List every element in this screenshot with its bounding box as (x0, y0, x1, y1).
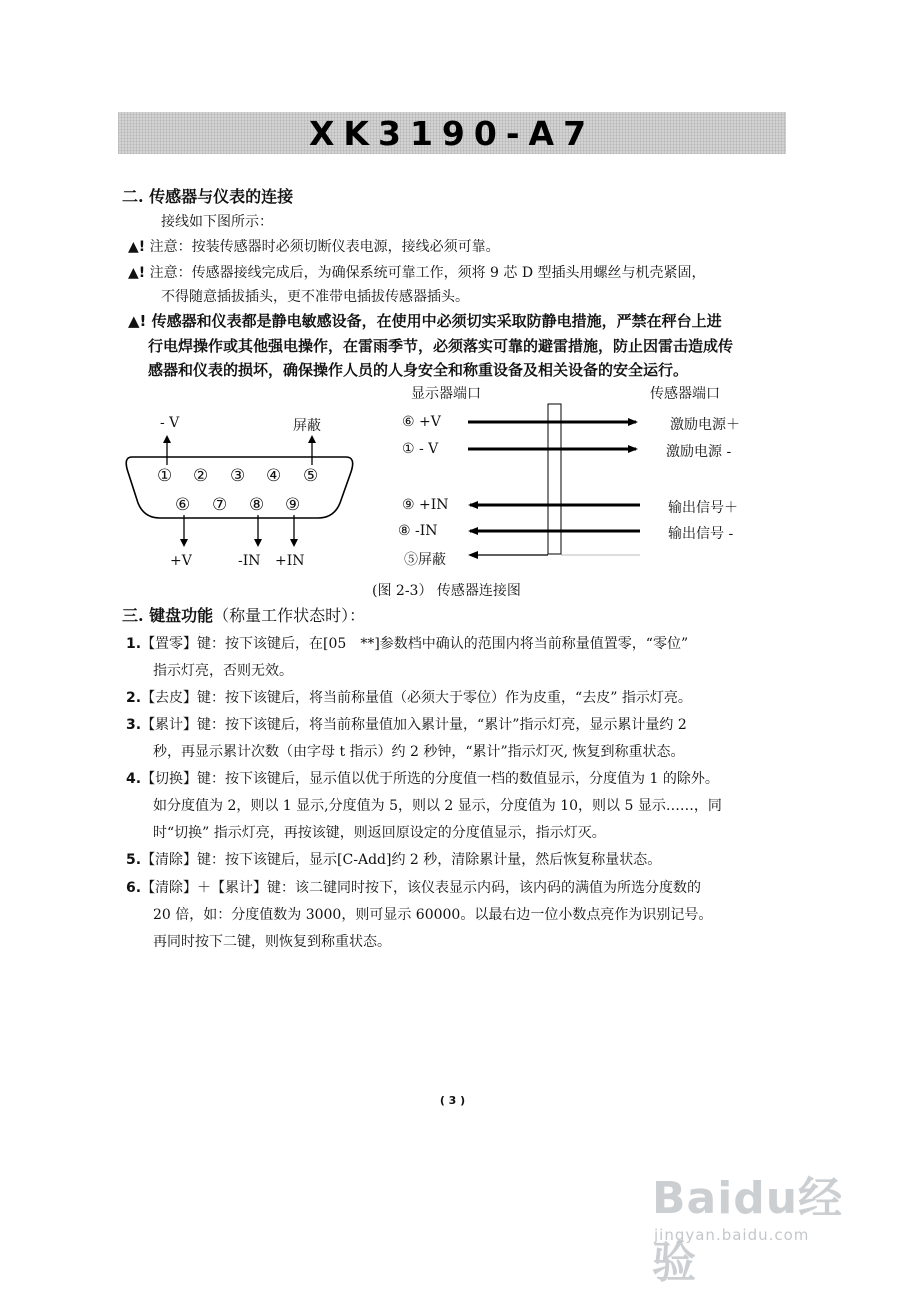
item-line: 【累计】键：按下该键后，将当前称量值加入累计量，“累计”指示灯亮，显示累计量约 2 (141, 717, 687, 733)
warning-icon: ▲! (128, 265, 146, 281)
warning-icon: ▲! (128, 312, 147, 330)
wiring-left-label: ⑨ +IN (402, 497, 449, 513)
item-line: 【置零】键：按下该键后，在[05 **]参数档中确认的范围内将当前称量值置零，“零位” (141, 636, 689, 652)
pin-8: ⑧ (249, 495, 265, 515)
section3-heading-suffix: （称量工作状态时）： (213, 606, 366, 625)
note-2-line1: 注意：传感器接线完成后，为确保系统可靠工作，须将 9 芯 D 型插头用螺丝与机壳紧固， (149, 265, 706, 281)
item-line: 秒，再显示累计次数（由字母 t 指示）约 2 秒钟，“累计”指示灯灭, 恢复到称重状态。 (153, 744, 685, 760)
section2-heading: 二. 传感器与仪表的连接 (122, 187, 294, 206)
note-3-line2: 行电焊操作或其他强电操作，在雷雨季节，必须落实可靠的避雷措施，防止因雷击造成传 (148, 337, 734, 355)
item-line: 【切换】键：按下该键后，显示值以优于所选的分度值一档的数值显示，分度值为 1 的除外。 (141, 771, 719, 787)
figure-caption: (图 2-3） 传感器连接图 (372, 583, 521, 599)
list-item (126, 878, 701, 898)
list-item (126, 634, 688, 654)
pin-7: ⑦ (212, 495, 228, 515)
item-number: 1. (126, 636, 142, 652)
pin-1: ① (157, 466, 173, 486)
label-minus-in: -IN (238, 553, 261, 569)
item-line: 如分度值为 2，则以 1 显示,分度值为 5，则以 2 显示，分度值为 10，则以 5 显示……，同 (153, 798, 722, 814)
note-1-text: 注意：按装传感器时必须切断仪表电源，接线必须可靠。 (149, 239, 500, 255)
item-number: 6. (126, 880, 142, 896)
item-line: 【去皮】键：按下该键后，将当前称量值（必须大于零位）作为皮重，“去皮” 指示灯亮。 (141, 690, 692, 706)
wiring-right-label: 输出信号 - (668, 526, 734, 542)
baidu-watermark (648, 1158, 880, 1288)
item-line: 再同时按下二键，则恢复到称重状态。 (153, 934, 391, 950)
item-number: 4. (126, 771, 142, 787)
item-line: 【清除】＋【累计】键：该二键同时按下，该仪表显示内码，该内码的满值为所选分度数的 (141, 880, 702, 896)
watermark-url: jingyan.baidu.com (654, 1226, 810, 1244)
note-3-line1: 传感器和仪表都是静电敏感设备，在使用中必须切实采取防静电措施，严禁在秤台上进 (151, 312, 722, 330)
wiring-left-label: ⑧ -IN (398, 523, 438, 539)
wiring-left-label: ① - V (402, 441, 439, 457)
page-title: XK3190-A7 (308, 113, 596, 153)
section3-heading-text: 三. 键盘功能 (122, 606, 214, 625)
note-2-line2: 不得随意插拔插头，更不准带电插拔传感器插头。 (161, 289, 469, 305)
page-number: ( 3 ) (439, 1094, 466, 1107)
section2-intro: 接线如下图所示： (161, 214, 273, 230)
item-line: 指示灯亮，否则无效。 (153, 663, 293, 679)
item-line: 20 倍，如：分度值数为 3000，则可显示 60000。以最右边一位小数点亮作为识别记号。 (153, 907, 713, 923)
pin-6: ⑥ (175, 495, 191, 515)
pin-4: ④ (266, 466, 282, 486)
wiring-right-label: 输出信号＋ (668, 500, 738, 516)
list-item (126, 688, 692, 708)
list-item (126, 715, 687, 735)
item-number: 2. (126, 690, 142, 706)
list-item (126, 850, 661, 870)
label-minus-v: - V (160, 415, 180, 431)
label-shield: 屏蔽 (293, 418, 321, 434)
wiring-right-label: 激励电源＋ (670, 417, 740, 433)
wiring-right-label: 激励电源 - (666, 444, 732, 460)
note-3-line3: 感器和仪表的损坏，确保操作人员的人身安全和称重设备及相关设备的安全运行。 (148, 361, 689, 379)
item-number: 3. (126, 717, 142, 733)
warning-icon: ▲! (128, 239, 146, 255)
watermark-logo: Baidu经验 (652, 1173, 844, 1288)
wiring-header-left: 显示器端口 (411, 386, 481, 402)
wiring-header-right: 传感器端口 (650, 386, 720, 402)
pin-2: ② (193, 466, 209, 486)
list-item (126, 769, 719, 789)
label-plus-in: +IN (275, 553, 305, 569)
wiring-left-label: ⑥ +V (402, 414, 441, 430)
pin-9: ⑨ (285, 495, 301, 515)
item-number: 5. (126, 852, 142, 868)
pin-3: ③ (230, 466, 246, 486)
wiring-left-label: ⑤屏蔽 (404, 552, 446, 568)
section3-heading (122, 603, 365, 626)
pin-5: ⑤ (303, 466, 319, 486)
label-plus-v: +V (170, 553, 192, 569)
item-line: 时“切换” 指示灯亮，再按该键，则返回原设定的分度值显示，指示灯灭。 (153, 825, 606, 841)
item-line: 【清除】键：按下该键后，显示[C-Add]约 2 秒，清除累计量，然后恢复称量状态。 (141, 852, 662, 868)
